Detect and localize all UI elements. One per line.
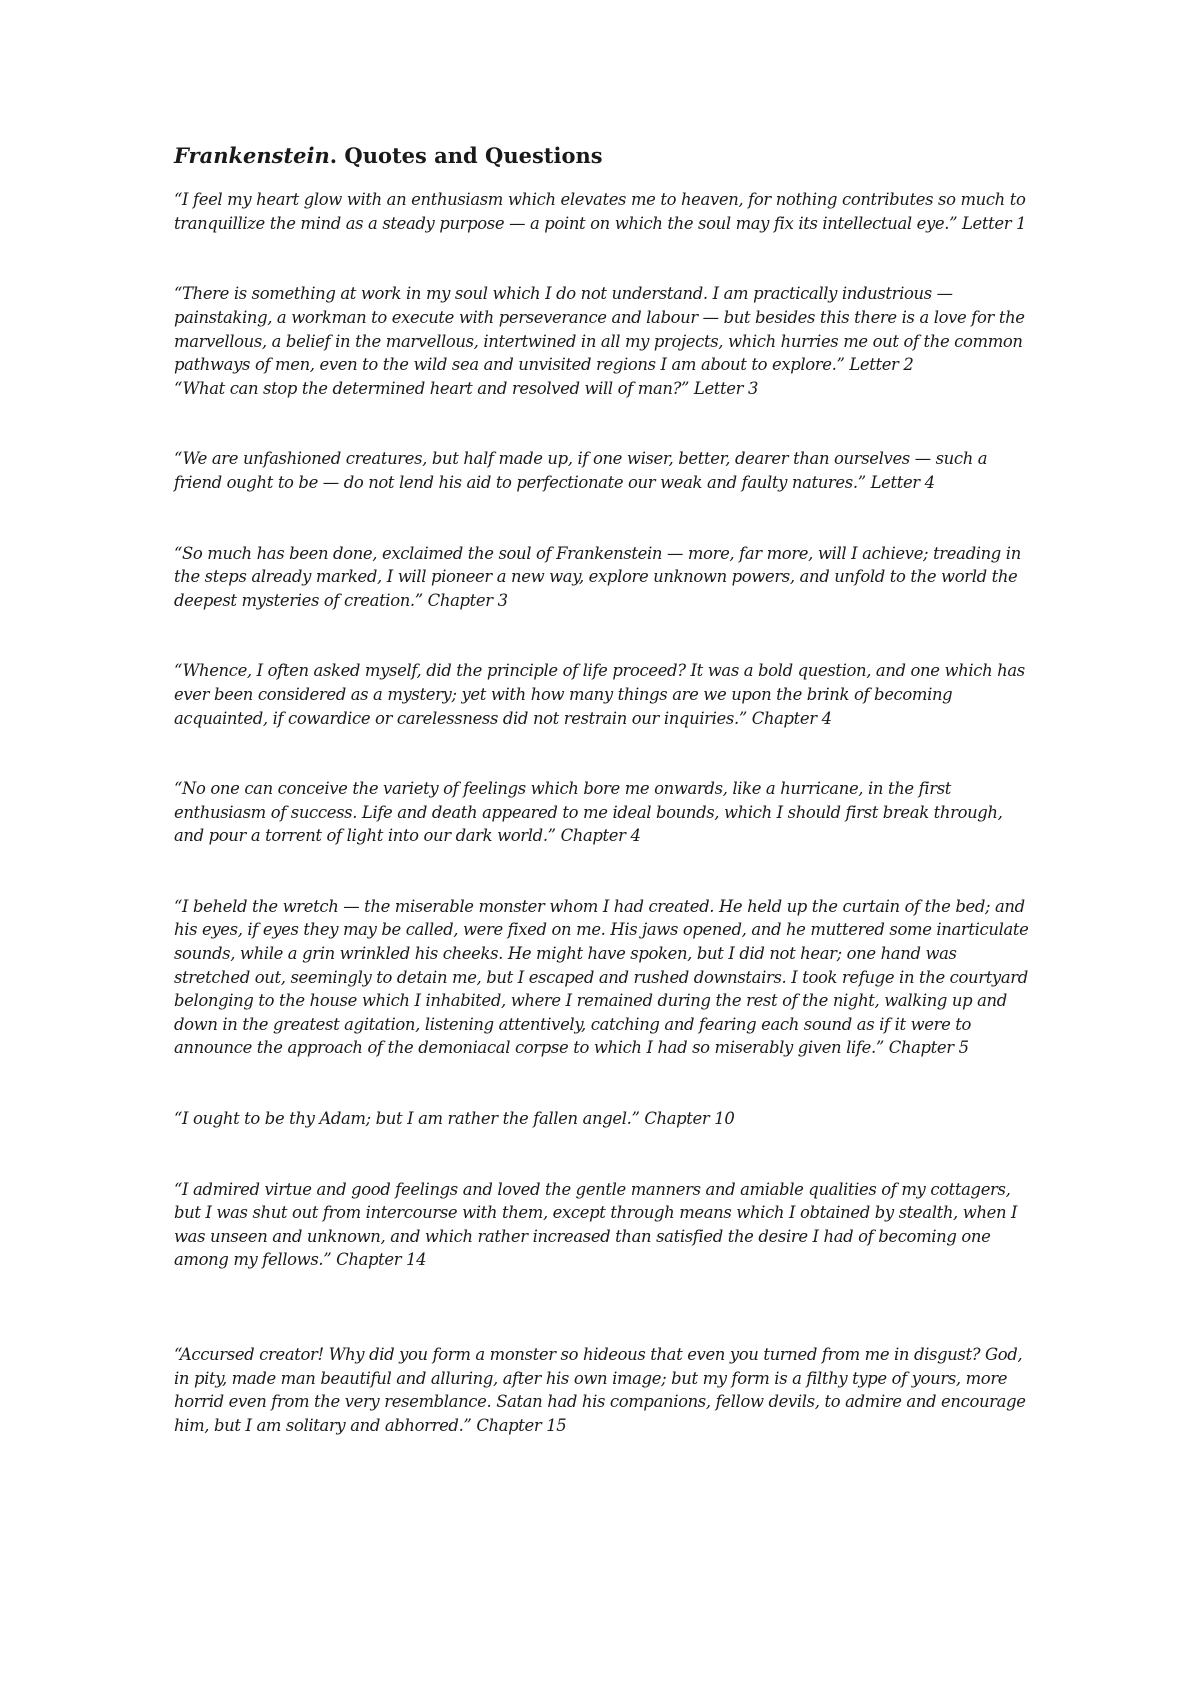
page-title xyxy=(174,143,1034,168)
quote-letter-4: “We are unfashioned creatures, but half made up, if one wiser, better, dearer than ourselves — such a friend ought to be — do not lend his aid to perfectionate our weak and faulty natures.” Letter 4 xyxy=(174,449,988,492)
quote-chapter-4-b: “No one can conceive the variety of feelings which bore me onwards, like a hurricane, in the first enthusiasm of success. Life and death appeared to me ideal bounds, which I should first break through, and pour a torrent of light into our dark world.” Chapter 4 xyxy=(174,779,1003,846)
quote-letter-3: “What can stop the determined heart and resolved will of man?” Letter 3 xyxy=(174,378,759,398)
quote-chapter-4-a: “Whence, I often asked myself, did the principle of life proceed? It was a bold question, and one which has ever been considered as a mystery; yet with how many things are we upon the brink of becoming acquainted, if cowardice or carelessness did not restrain our inquiries.” Chapter 4 xyxy=(174,661,1025,728)
quote-chapter-5: “I beheld the wretch — the miserable monster whom I had created. He held up the curtain of the bed; and his eyes, if eyes they may be called, were fixed on me. His jaws opened, and he muttered some inarticulate sounds, while a grin wrinkled his cheeks. He might have spoken, but I did not hear; one hand was stretched out, seemingly to detain me, but I escaped and rushed downstairs. I took refuge in the courtyard belonging to the house which I inhabited, where I remained during the rest of the night, walking up and down in the greatest agitation, listening attentively, catching and fearing each sound as if it were to announce the approach of the demoniacal corpse to which I had so miserably given life.” Chapter 5 xyxy=(174,896,1029,1058)
quote-letter-1: “I feel my heart glow with an enthusiasm which elevates me to heaven, for nothing contributes so much to tranquillize the mind as a steady purpose — a point on which the soul may fix its intellectual eye.” Letter 1 xyxy=(174,190,1027,233)
quote-chapter-15: “Accursed creator! Why did you form a monster so hideous that even you turned from me in disgust? God, in pity, made man beautiful and alluring, after his own image; but my form is a filthy type of yours, more horrid even from the very resemblance. Satan had his companions, fellow devils, to admire and encourage him, but I am solitary and abhorred.” Chapter 15 xyxy=(174,1345,1026,1435)
document-body xyxy=(174,143,1034,1437)
quote-chapter-14: “I admired virtue and good feelings and loved the gentle manners and amiable qualities of my cottagers, but I was shut out from intercourse with them, except through means which I obtained by stealth, when I was unseen and unknown, and which rather increased than satisfied the desire I had of becoming one among my fellows.” Chapter 14 xyxy=(174,1179,1018,1270)
quote-chapter-10: “I ought to be thy Adam; but I am rather the fallen angel.” Chapter 10 xyxy=(174,1109,735,1129)
quote-letter-2: “There is something at work in my soul which I do not understand. I am practically industrious — painstaking, a workman to execute with perseverance and labour — but besides this there is a love for the marvellous, a belief in the marvellous, intertwined in all my projects, which hurries me out of the common pathways of men, even to the wild sea and unvisited regions I am about to explore.” Letter 2 xyxy=(174,284,1025,375)
title-book-name: Frankenstein xyxy=(174,143,330,168)
quote-chapter-3: “So much has been done, exclaimed the soul of Frankenstein — more, far more, will I achieve; treading in the steps already marked, I will pioneer a new way, explore unknown powers, and unfold to the world the deepest mysteries of creation.” Chapter 3 xyxy=(174,543,1021,610)
title-rest: . Quotes and Questions xyxy=(329,143,603,168)
